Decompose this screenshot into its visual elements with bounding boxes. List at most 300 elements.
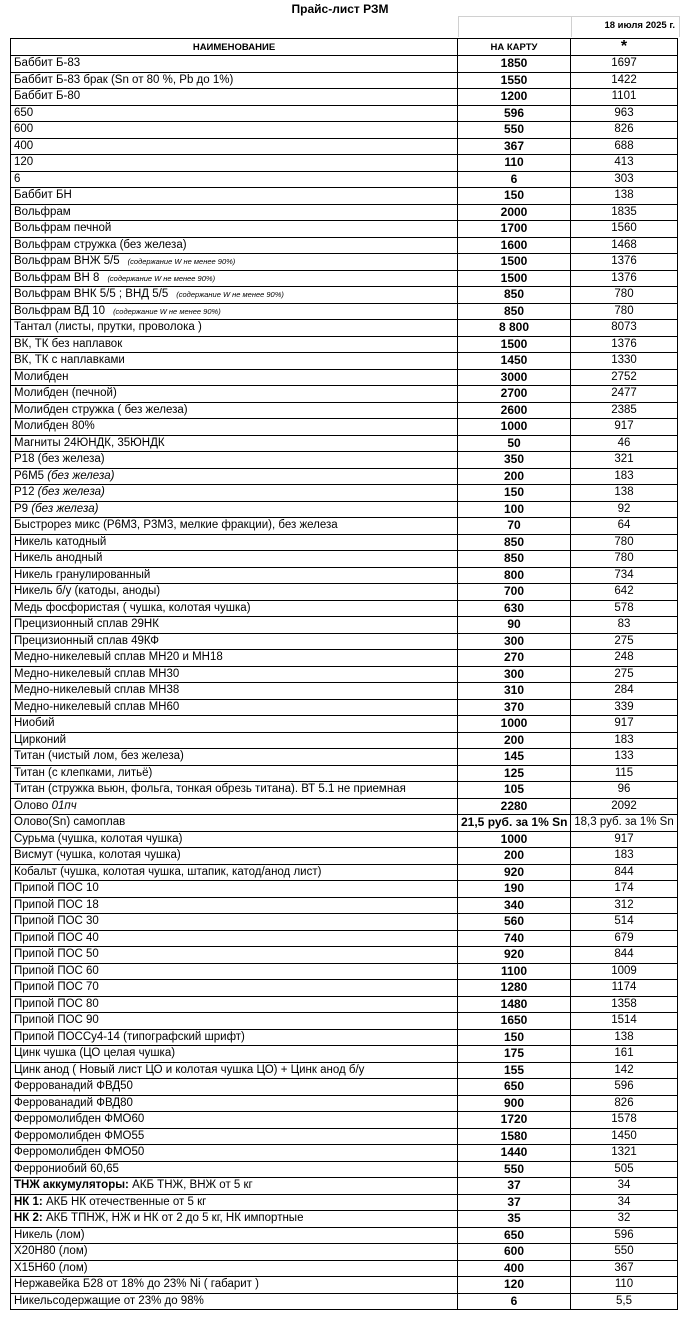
- star-price: 1330: [571, 353, 678, 370]
- item-name-text: Ферромолибден ФМО60: [14, 1113, 145, 1126]
- table-row: [11, 221, 678, 238]
- item-name: [11, 980, 458, 997]
- item-name-text: АКБ ТНЖ, ВНЖ от 5 кг: [128, 1179, 253, 1192]
- card-price: 600: [458, 1244, 571, 1261]
- item-name: [11, 386, 458, 403]
- card-price: 850: [458, 551, 571, 568]
- table-row: [11, 303, 678, 320]
- table-row: [11, 320, 678, 337]
- item-name-text: Медно-никелевый сплав МН30: [14, 667, 180, 680]
- item-name-text: Ферромолибден ФМО55: [14, 1129, 145, 1142]
- table-row: [11, 930, 678, 947]
- table-row: [11, 72, 678, 89]
- item-name-italic: (без железа): [44, 469, 115, 482]
- item-name: [11, 1211, 458, 1228]
- header-card: НА КАРТУ: [458, 39, 571, 56]
- star-price: 1697: [571, 56, 678, 73]
- card-price: 850: [458, 303, 571, 320]
- item-name-text: Никель гранулированный: [14, 568, 151, 581]
- star-price: 138: [571, 188, 678, 205]
- star-price: 917: [571, 419, 678, 436]
- card-price: 300: [458, 666, 571, 683]
- star-price: 1376: [571, 336, 678, 353]
- table-row: [11, 1046, 678, 1063]
- table-row: [11, 89, 678, 106]
- item-name-text: Вольфрам ВН 8: [14, 271, 100, 284]
- star-price: 1376: [571, 270, 678, 287]
- card-price: 37: [458, 1194, 571, 1211]
- table-row: [11, 749, 678, 766]
- star-price: 110: [571, 1277, 678, 1294]
- item-name: [11, 914, 458, 931]
- item-name: [11, 699, 458, 716]
- table-row: [11, 105, 678, 122]
- card-price: 190: [458, 881, 571, 898]
- card-price: 400: [458, 1260, 571, 1277]
- star-price: 844: [571, 864, 678, 881]
- item-name: [11, 501, 458, 518]
- item-name: [11, 782, 458, 799]
- card-price: 270: [458, 650, 571, 667]
- item-group-prefix: НК 1:: [14, 1195, 43, 1208]
- star-price: 64: [571, 518, 678, 535]
- card-price: 1450: [458, 353, 571, 370]
- item-name: [11, 171, 458, 188]
- item-name: [11, 320, 458, 337]
- item-name-text: Баббит Б-83 брак (Sn от 80 %, Pb до 1%): [14, 73, 234, 86]
- card-price: 1000: [458, 419, 571, 436]
- item-name: [11, 798, 458, 815]
- item-name: [11, 567, 458, 584]
- table-row: [11, 468, 678, 485]
- page-title: Прайс-лист РЗМ: [291, 2, 389, 16]
- item-name-text: Нержавейка Б28 от 18% до 23% Ni ( габарит ): [14, 1278, 259, 1291]
- table-row: [11, 287, 678, 304]
- table-row: [11, 699, 678, 716]
- item-name-text: Медно-никелевый сплав МН38: [14, 684, 180, 697]
- star-price: 596: [571, 1227, 678, 1244]
- item-name-text: Молибден стружка ( без железа): [14, 403, 188, 416]
- card-price: 2700: [458, 386, 571, 403]
- item-name: [11, 732, 458, 749]
- star-price: 183: [571, 468, 678, 485]
- item-name-text: Никель анодный: [14, 552, 103, 565]
- card-price: 2280: [458, 798, 571, 815]
- item-name-text: Припой ПОС 70: [14, 981, 99, 994]
- item-name-text: Феррованадий ФВД50: [14, 1080, 133, 1093]
- item-name-text: Цирконий: [14, 733, 67, 746]
- star-price: 1321: [571, 1145, 678, 1162]
- star-price: 248: [571, 650, 678, 667]
- item-name: [11, 1079, 458, 1096]
- item-name-text: Р18 (без железа): [14, 453, 105, 466]
- card-price: 37: [458, 1178, 571, 1195]
- star-price: 780: [571, 287, 678, 304]
- star-price: 1422: [571, 72, 678, 89]
- card-price: 900: [458, 1095, 571, 1112]
- table-row: [11, 237, 678, 254]
- item-note: (содержание W не менее 90%): [113, 306, 221, 316]
- card-price: 110: [458, 155, 571, 172]
- card-price: 850: [458, 534, 571, 551]
- star-price: 550: [571, 1244, 678, 1261]
- table-row: [11, 1029, 678, 1046]
- item-name-text: Ниобий: [14, 717, 55, 730]
- item-name: [11, 435, 458, 452]
- item-note: (содержание W не менее 90%): [176, 290, 284, 300]
- table-row: [11, 402, 678, 419]
- table-row: [11, 336, 678, 353]
- item-name-text: Р6М5: [14, 469, 45, 482]
- table-row: [11, 56, 678, 73]
- star-price: 963: [571, 105, 678, 122]
- item-name-text: 6: [14, 172, 21, 185]
- star-price: 780: [571, 551, 678, 568]
- card-price: 6: [458, 171, 571, 188]
- item-name: [11, 600, 458, 617]
- item-name: [11, 1095, 458, 1112]
- table-row: [11, 419, 678, 436]
- card-price: 560: [458, 914, 571, 931]
- table-row: [11, 534, 678, 551]
- item-name-text: Никель (лом): [14, 1228, 85, 1241]
- star-price: 142: [571, 1062, 678, 1079]
- star-price: 83: [571, 617, 678, 634]
- item-name-text: Молибден 80%: [14, 420, 95, 433]
- item-name-text: Баббит Б-83: [14, 57, 81, 70]
- star-price: 688: [571, 138, 678, 155]
- star-price: 413: [571, 155, 678, 172]
- star-price: 1101: [571, 89, 678, 106]
- table-row: [11, 1128, 678, 1145]
- item-name: [11, 1194, 458, 1211]
- table-row: [11, 1145, 678, 1162]
- card-price: 200: [458, 848, 571, 865]
- star-price: 1835: [571, 204, 678, 221]
- item-name: [11, 138, 458, 155]
- table-row: [11, 435, 678, 452]
- item-name: [11, 221, 458, 238]
- table-row: [11, 551, 678, 568]
- card-price: 145: [458, 749, 571, 766]
- item-name-text: Медно-никелевый сплав МН60: [14, 700, 180, 713]
- item-name-text: Х20Н80 (лом): [14, 1245, 88, 1258]
- star-price: 1514: [571, 1013, 678, 1030]
- card-price: 70: [458, 518, 571, 535]
- item-name: [11, 72, 458, 89]
- star-price: 312: [571, 897, 678, 914]
- star-price: 826: [571, 1095, 678, 1112]
- card-price: 105: [458, 782, 571, 799]
- item-name: [11, 897, 458, 914]
- item-name-text: Припой ПОС 18: [14, 898, 99, 911]
- item-name-text: 120: [14, 156, 34, 169]
- item-note: (содержание W не менее 90%): [127, 257, 236, 267]
- table-row: [11, 518, 678, 535]
- table-row: [11, 996, 678, 1013]
- card-price: 300: [458, 633, 571, 650]
- table-row: [11, 881, 678, 898]
- star-price: 1358: [571, 996, 678, 1013]
- item-name-text: Припой ПОС 30: [14, 915, 99, 928]
- item-name-text: Тантал (листы, прутки, проволока ): [14, 321, 202, 334]
- card-price: 125: [458, 765, 571, 782]
- star-price: 1578: [571, 1112, 678, 1129]
- item-name-text: Припой ПОС 60: [14, 964, 99, 977]
- table-row: [11, 584, 678, 601]
- star-price: 2092: [571, 798, 678, 815]
- item-name: [11, 452, 458, 469]
- item-name-text: 400: [14, 139, 34, 152]
- item-name-text: Припой ПОС 50: [14, 948, 99, 961]
- card-price: 1650: [458, 1013, 571, 1030]
- table-row: [11, 122, 678, 139]
- item-name: [11, 237, 458, 254]
- table-row: [11, 155, 678, 172]
- table-row: [11, 798, 678, 815]
- item-name-italic: (без железа): [28, 502, 99, 515]
- table-row: [11, 501, 678, 518]
- table-row: [11, 600, 678, 617]
- table-header-row: [11, 39, 678, 56]
- card-price: 1500: [458, 270, 571, 287]
- item-name: [11, 105, 458, 122]
- item-name-text: Магниты 24ЮНДК, 35ЮНДК: [14, 436, 165, 449]
- card-price: 1480: [458, 996, 571, 1013]
- item-name-text: Вольфрам: [14, 205, 71, 218]
- table-row: [11, 1178, 678, 1195]
- table-row: [11, 980, 678, 997]
- star-price: 642: [571, 584, 678, 601]
- card-price: 2000: [458, 204, 571, 221]
- item-name-text: ВК, ТК с наплавками: [14, 354, 125, 367]
- table-row: [11, 1293, 678, 1310]
- item-name-text: Цинк чушка (ЦО целая чушка): [14, 1047, 176, 1060]
- item-name-text: Вольфрам ВД 10: [14, 304, 106, 317]
- star-price: 505: [571, 1161, 678, 1178]
- table-row: [11, 353, 678, 370]
- item-group-prefix: НК 2:: [14, 1212, 43, 1225]
- table-row: [11, 270, 678, 287]
- card-price: 650: [458, 1227, 571, 1244]
- card-price: 1000: [458, 831, 571, 848]
- table-row: [11, 1013, 678, 1030]
- header-name: НАИМЕНОВАНИЕ: [11, 39, 458, 56]
- table-row: [11, 897, 678, 914]
- item-name: [11, 848, 458, 865]
- star-price: 1376: [571, 254, 678, 271]
- card-price: 1580: [458, 1128, 571, 1145]
- card-price: 550: [458, 122, 571, 139]
- card-price: 1100: [458, 963, 571, 980]
- item-name: [11, 402, 458, 419]
- item-name: [11, 122, 458, 139]
- price-date: 18 июля 2025 г.: [604, 20, 675, 31]
- star-price: 780: [571, 303, 678, 320]
- item-name-text: Баббит БН: [14, 189, 72, 202]
- star-price: 2385: [571, 402, 678, 419]
- item-name-text: Кобальт (чушка, колотая чушка, штапик, катод/анод лист): [14, 865, 322, 878]
- card-price: 150: [458, 1029, 571, 1046]
- table-row: [11, 1161, 678, 1178]
- item-name: [11, 1062, 458, 1079]
- item-name: [11, 419, 458, 436]
- table-row: [11, 963, 678, 980]
- table-row: [11, 188, 678, 205]
- star-price: 183: [571, 732, 678, 749]
- star-price: 2477: [571, 386, 678, 403]
- star-price: 174: [571, 881, 678, 898]
- table-row: [11, 716, 678, 733]
- item-name: [11, 1244, 458, 1261]
- item-name-text: Припой ПОС 10: [14, 882, 99, 895]
- card-price: 150: [458, 485, 571, 502]
- star-price: 34: [571, 1178, 678, 1195]
- card-price: 1500: [458, 336, 571, 353]
- item-name: [11, 930, 458, 947]
- card-price: 700: [458, 584, 571, 601]
- table-row: [11, 1227, 678, 1244]
- item-name-italic: (без железа): [34, 486, 105, 499]
- item-name-text: Феррованадий ФВД80: [14, 1096, 133, 1109]
- item-name: [11, 1178, 458, 1195]
- item-name: [11, 155, 458, 172]
- card-price: 155: [458, 1062, 571, 1079]
- table-row: [11, 171, 678, 188]
- item-name: [11, 963, 458, 980]
- star-price: 46: [571, 435, 678, 452]
- star-price: 34: [571, 1194, 678, 1211]
- table-row: [11, 204, 678, 221]
- star-price: 275: [571, 666, 678, 683]
- item-name-text: АКБ ТПНЖ, НЖ и НК от 2 до 5 кг, НК импортные: [42, 1212, 304, 1225]
- card-price: 21,5 руб. за 1% Sn: [458, 815, 571, 832]
- star-price: 917: [571, 831, 678, 848]
- card-price: 800: [458, 567, 571, 584]
- star-price: 5,5: [571, 1293, 678, 1310]
- item-name-text: Никель б/у (катоды, аноды): [14, 585, 161, 598]
- star-price: 1468: [571, 237, 678, 254]
- card-price: 150: [458, 188, 571, 205]
- header-star: *: [571, 39, 678, 56]
- card-price: 350: [458, 452, 571, 469]
- card-price: 370: [458, 699, 571, 716]
- item-name-text: Медь фосфористая ( чушка, колотая чушка): [14, 601, 251, 614]
- table-row: [11, 254, 678, 271]
- card-price: 1280: [458, 980, 571, 997]
- table-row: [11, 683, 678, 700]
- star-price: 826: [571, 122, 678, 139]
- star-price: 275: [571, 633, 678, 650]
- card-price: 1200: [458, 89, 571, 106]
- star-price: 1450: [571, 1128, 678, 1145]
- table-row: [11, 666, 678, 683]
- item-name: [11, 270, 458, 287]
- table-row: [11, 633, 678, 650]
- item-name-text: Припой ПОС 40: [14, 931, 99, 944]
- card-price: 6: [458, 1293, 571, 1310]
- table-row: [11, 1062, 678, 1079]
- table-row: [11, 831, 678, 848]
- item-name-text: Прецизионный сплав 49КФ: [14, 634, 159, 647]
- card-price: 740: [458, 930, 571, 947]
- item-name: [11, 518, 458, 535]
- card-price: 630: [458, 600, 571, 617]
- card-price: 200: [458, 468, 571, 485]
- item-name: [11, 534, 458, 551]
- item-name: [11, 1260, 458, 1277]
- item-name-text: АКБ НК отечественные от 5 кг: [42, 1195, 207, 1208]
- table-row: [11, 650, 678, 667]
- item-name-text: Р9: [14, 502, 29, 515]
- item-name: [11, 765, 458, 782]
- item-name: [11, 89, 458, 106]
- star-price: 321: [571, 452, 678, 469]
- table-row: [11, 452, 678, 469]
- item-name-text: Баббит Б-80: [14, 90, 81, 103]
- star-price: 115: [571, 765, 678, 782]
- item-name-text: ВК, ТК без наплавок: [14, 337, 123, 350]
- item-name: [11, 996, 458, 1013]
- item-group-prefix: ТНЖ аккумуляторы:: [14, 1179, 129, 1192]
- item-name-text: Ферромолибден ФМО50: [14, 1146, 145, 1159]
- item-name-text: Никельсодержащие от 23% до 98%: [14, 1294, 204, 1307]
- item-name: [11, 1293, 458, 1310]
- item-name: [11, 1013, 458, 1030]
- item-name: [11, 666, 458, 683]
- star-price: 161: [571, 1046, 678, 1063]
- card-price: 1000: [458, 716, 571, 733]
- card-price: 1500: [458, 254, 571, 271]
- card-price: 920: [458, 864, 571, 881]
- item-name: [11, 1128, 458, 1145]
- item-name-text: Быстрорез микс (Р6М3, Р3М3, мелкие фракции), без железа: [14, 519, 338, 532]
- item-name: [11, 815, 458, 832]
- card-price: 650: [458, 1079, 571, 1096]
- item-name-italic: 01пч: [51, 799, 77, 812]
- table-row: [11, 1260, 678, 1277]
- item-name: [11, 1029, 458, 1046]
- item-name-text: Висмут (чушка, колотая чушка): [14, 849, 181, 862]
- star-price: 917: [571, 716, 678, 733]
- item-name-text: Молибден: [14, 370, 69, 383]
- card-price: 35: [458, 1211, 571, 1228]
- table-row: [11, 1277, 678, 1294]
- table-row: [11, 864, 678, 881]
- star-price: 32: [571, 1211, 678, 1228]
- item-name-text: Олово: [14, 799, 52, 812]
- item-note: (содержание W не менее 90%): [107, 273, 216, 283]
- card-price: 340: [458, 897, 571, 914]
- item-name-text: Вольфрам ВНЖ 5/5: [14, 255, 120, 268]
- item-name: [11, 716, 458, 733]
- item-name: [11, 831, 458, 848]
- star-price: 780: [571, 534, 678, 551]
- table-row: [11, 732, 678, 749]
- table-row: [11, 1112, 678, 1129]
- card-price: 1700: [458, 221, 571, 238]
- table-row: [11, 386, 678, 403]
- table-row: [11, 1095, 678, 1112]
- star-price: 2752: [571, 369, 678, 386]
- item-name-text: Титан (стружка вьюн, фольга, тонкая обрезь титана). ВТ 5.1 не приемная: [14, 783, 406, 796]
- card-price: 1850: [458, 56, 571, 73]
- table-row: [11, 782, 678, 799]
- star-price: 844: [571, 947, 678, 964]
- item-name: [11, 881, 458, 898]
- card-price: 1600: [458, 237, 571, 254]
- item-name: [11, 1145, 458, 1162]
